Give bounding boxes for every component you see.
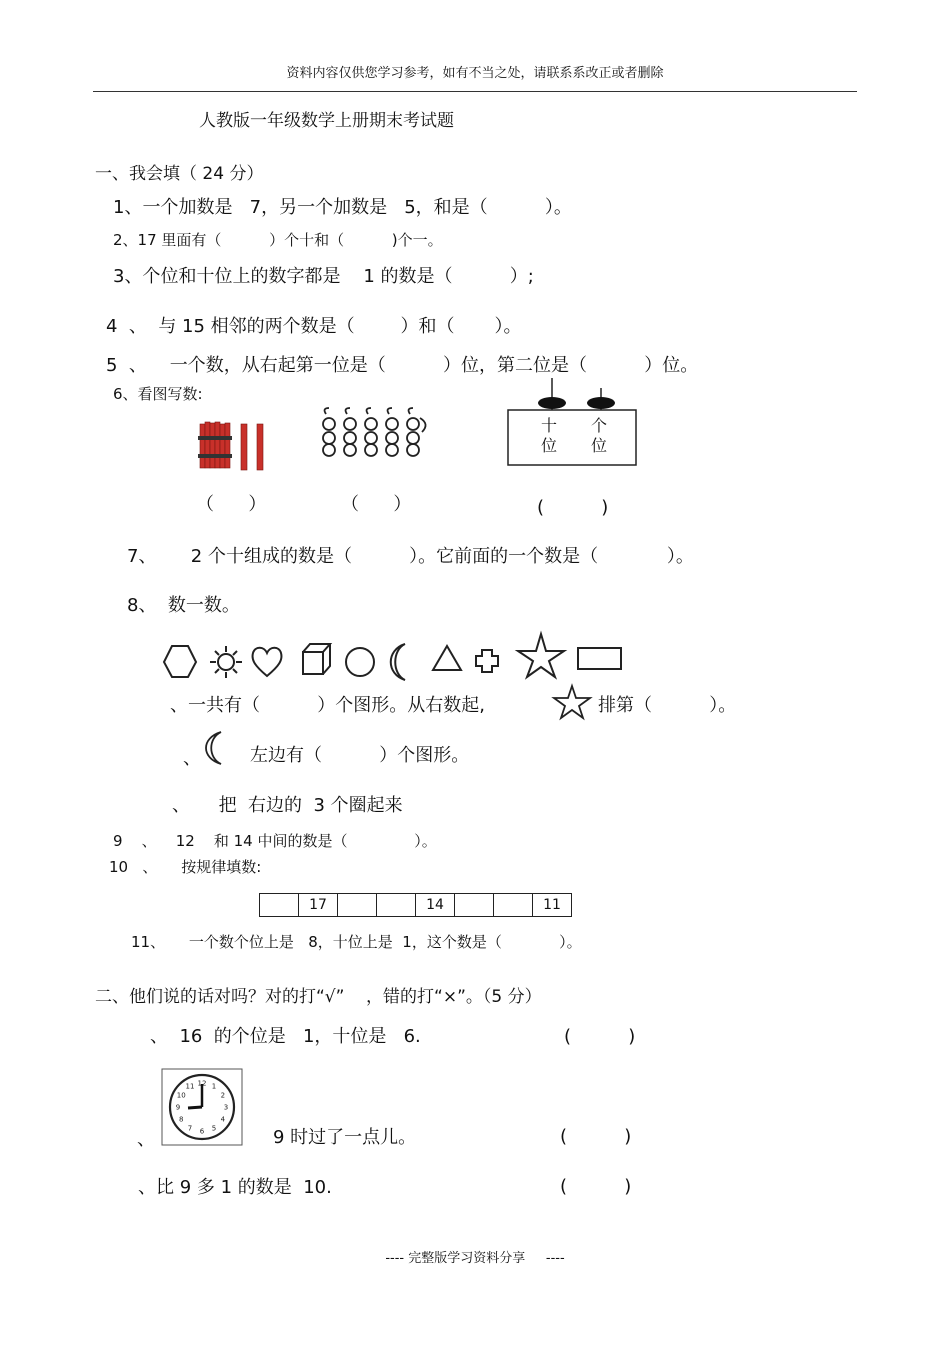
sequence-cell[interactable] <box>377 894 416 917</box>
triangle-icon <box>433 646 461 670</box>
crescent-moon-icon <box>195 728 229 768</box>
page-footer: ---- 完整版学习资料分享 ---- <box>385 1251 565 1266</box>
statement-2-blank[interactable]: ( ) <box>560 1126 632 1147</box>
page-title: 人教版一年级数学上册期末考试题 <box>199 111 454 131</box>
clock-number: 1 <box>211 1082 217 1091</box>
heart-icon <box>253 648 282 676</box>
statement-3: 、比 9 多 1 的数是 10. <box>138 1177 332 1198</box>
clock-icon <box>161 1068 243 1146</box>
circle-icon <box>346 648 374 676</box>
rectangle-icon <box>578 648 621 669</box>
abacus-tens-label: 十 <box>541 416 558 435</box>
sequence-cell[interactable] <box>338 894 377 917</box>
question-3: 3、个位和十位上的数字都是 1 的数是（ ）; <box>113 266 534 287</box>
sequence-cell[interactable] <box>455 894 494 917</box>
question-6-blank-2[interactable]: （ ） <box>341 494 412 515</box>
clock-number: 6 <box>199 1127 205 1136</box>
clock-number: 4 <box>220 1115 226 1124</box>
stick-bundle-icon <box>196 418 276 474</box>
clock-number: 5 <box>211 1124 217 1133</box>
question-8-line-1b: 排第（ ）。 <box>598 695 737 716</box>
question-1: 1、一个加数是 7，另一个加数是 5，和是（ ）。 <box>113 197 572 218</box>
question-11: 11、 一个数个位上是 8，十位上是 1，这个数是（ ）。 <box>131 933 582 951</box>
question-2: 2、17 里面有（ ）个十和（ )个一。 <box>113 231 443 249</box>
statement-2-prefix: 、 <box>137 1129 155 1150</box>
sequence-cell: 14 <box>416 894 455 917</box>
abacus-wei-label: 位 <box>591 436 608 455</box>
sequence-cell: 17 <box>299 894 338 917</box>
question-6-blank-3[interactable]: ( ) <box>537 497 609 518</box>
number-sequence-table <box>259 893 572 917</box>
question-8-label: 8、 数一数。 <box>127 595 240 616</box>
clock-number: 12 <box>197 1079 207 1088</box>
cube-icon <box>303 644 330 674</box>
clock-number: 10 <box>176 1091 186 1100</box>
question-8-line-1a: 、一共有（ ）个图形。从右数起, <box>170 695 485 716</box>
statement-3-blank[interactable]: ( ) <box>560 1176 632 1197</box>
question-9: 9 、 12 和 14 中间的数是（ ）。 <box>113 832 437 850</box>
star-icon <box>518 634 564 677</box>
abacus-icon <box>505 372 640 470</box>
statement-1: 、 16 的个位是 1，十位是 6. <box>150 1026 421 1047</box>
star-icon <box>550 684 594 720</box>
clock-number: 11 <box>185 1082 195 1091</box>
clock-number: 7 <box>187 1124 193 1133</box>
statement-2: 9 时过了一点儿。 <box>273 1127 417 1148</box>
crescent-moon-icon <box>391 644 405 680</box>
header-rule <box>93 91 857 92</box>
clock-number: 3 <box>223 1103 229 1112</box>
question-8-line-2b: 左边有（ ）个图形。 <box>250 745 470 766</box>
abacus-ones-label: 个 <box>591 416 608 435</box>
question-10-label: 10 、 按规律填数: <box>109 858 262 876</box>
hexagon-icon <box>164 646 196 677</box>
sequence-cell[interactable] <box>494 894 533 917</box>
shapes-row <box>160 630 630 682</box>
sequence-cell: 11 <box>533 894 572 917</box>
clock-number: 2 <box>220 1091 226 1100</box>
question-6-label: 6、看图写数: <box>113 385 203 403</box>
section2-heading: 二、他们说的话对吗？对的打“√” ，错的打“×”。（5 分） <box>95 987 542 1007</box>
statement-1-blank[interactable]: ( ) <box>564 1026 636 1047</box>
clock-number: 9 <box>175 1103 181 1112</box>
question-8-line-2a: 、 <box>183 748 201 769</box>
question-7: 7、 2 个十组成的数是（ ）。它前面的一个数是（ ）。 <box>127 546 694 567</box>
clock-number: 8 <box>178 1115 184 1124</box>
question-4: 4 、 与 15 相邻的两个数是（ ）和（ ）。 <box>106 316 522 337</box>
cross-icon <box>476 650 498 672</box>
page-header: 资料内容仅供您学习参考，如有不当之处，请联系系改正或者删除 <box>286 66 664 81</box>
section1-heading: 一、我会填（ 24 分） <box>95 164 264 184</box>
abacus-wei-label: 位 <box>541 436 558 455</box>
question-5: 5 、 一个数，从右起第一位是（ ）位，第二位是（ ）位。 <box>106 355 699 376</box>
sun-icon <box>210 646 242 678</box>
question-8-line-3: 、 把 右边的 3 个圈起来 <box>172 795 403 816</box>
question-6-blank-1[interactable]: （ ） <box>196 494 267 515</box>
beads-icon <box>320 406 438 461</box>
sequence-cell[interactable] <box>260 894 299 917</box>
